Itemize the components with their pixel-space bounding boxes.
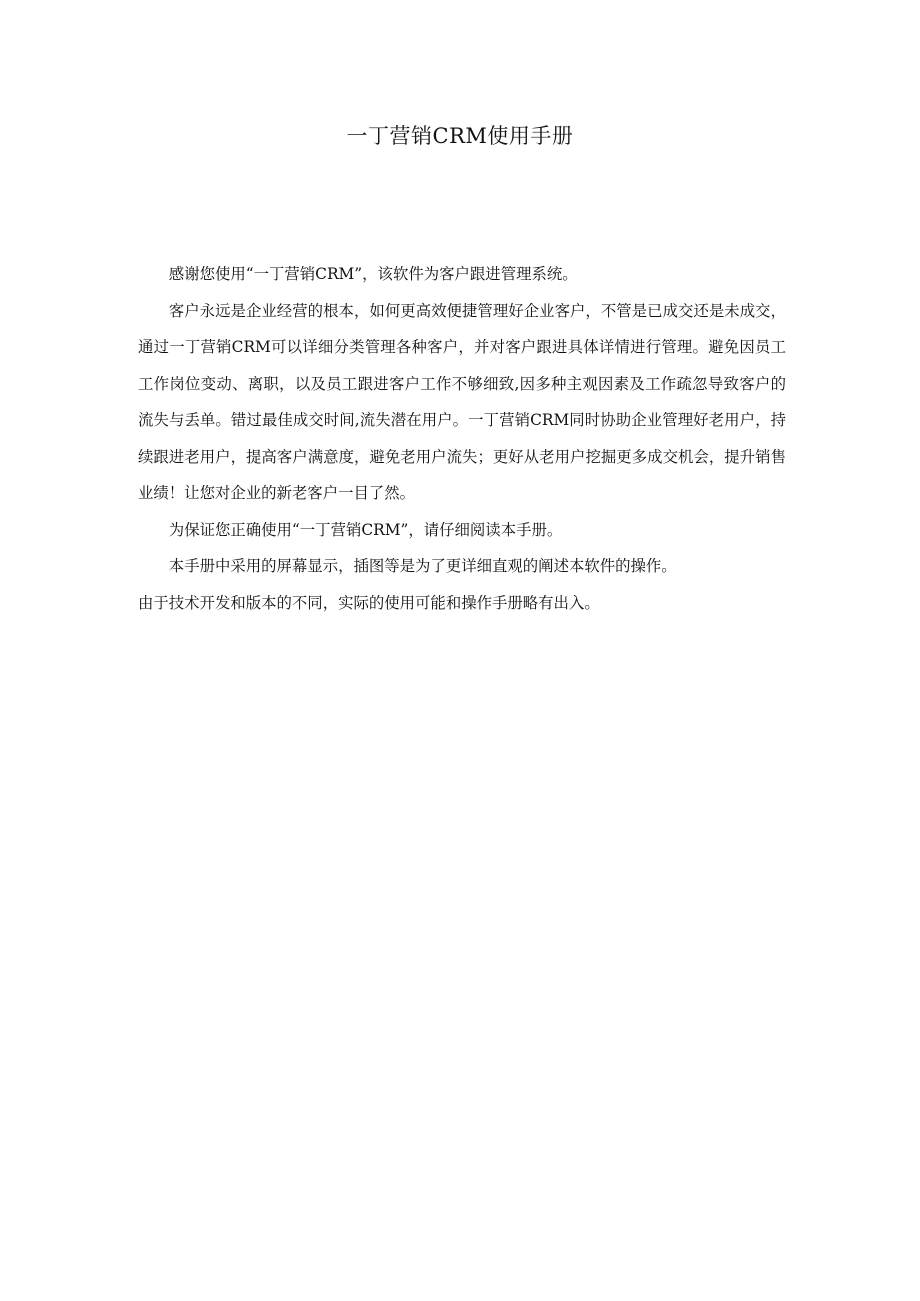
paragraph-read-manual: 为保证您正确使用“一丁营销CRM”，请仔细阅读本手册。	[168, 520, 563, 539]
paragraph-screenshots-note: 本手册中采用的屏幕显示，插图等是为了更详细直观的阐述本软件的操作。	[168, 557, 677, 575]
document-body	[138, 256, 786, 621]
paragraph-intro: 客户永远是企业经营的根本，如何更高效便捷管理好企业客户，不管是已成交还是未成交，通过一丁营销CRM可以详细分类管理各种客户，并对客户跟进具体详情进行管理。避免因员工工作岗位变动、离职，以及员工跟进客户工作不够细致,因多种主观因素及工作疏忽导致客户的流失与丢单。错过最佳成交时间,流失潜在用户。一丁营销CRM同时协助企业管理好老用户，持续跟进老用户，提高客户满意度，避免老用户流失；更好从老用户挖掘更多成交机会，提升销售业绩！让您对企业的新老客户一目了然。	[138, 301, 786, 502]
paragraph-version-disclaimer: 由于技术开发和版本的不同，实际的使用可能和操作手册略有出入。	[138, 593, 600, 612]
paragraph-thanks: 感谢您使用“一丁营销CRM”，该软件为客户跟进管理系统。	[168, 265, 578, 283]
document-title: 一丁营销CRM使用手册	[346, 124, 574, 148]
